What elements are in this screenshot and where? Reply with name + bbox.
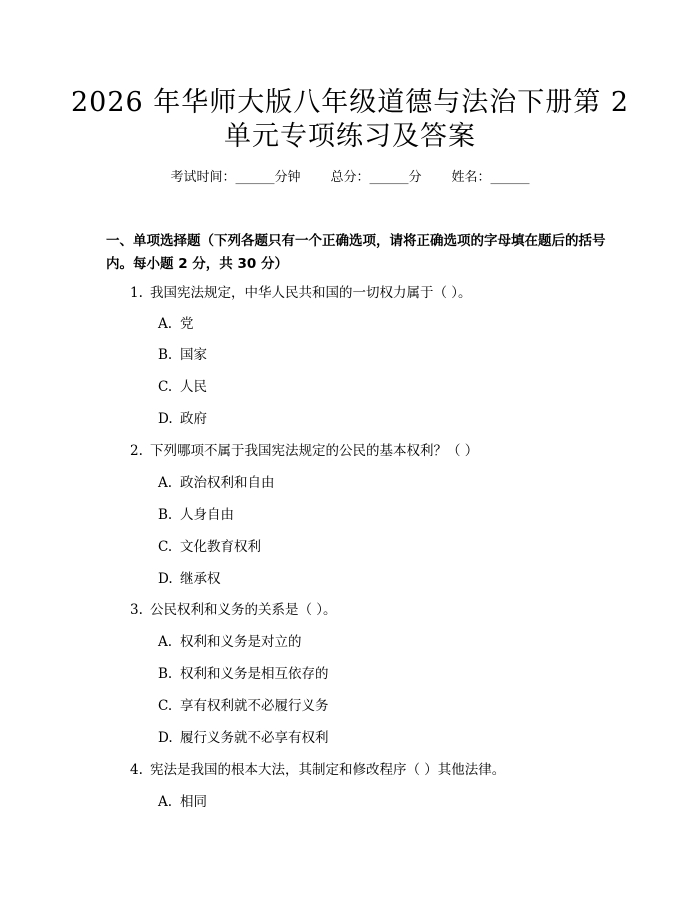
option-1c <box>158 377 578 397</box>
option-letter: B. <box>158 347 173 363</box>
option-letter: C. <box>158 379 173 395</box>
option-letter: B. <box>158 507 173 523</box>
option-text: 党 <box>180 316 194 332</box>
option-1d <box>158 409 578 429</box>
question-1 <box>130 283 610 303</box>
option-2b <box>158 505 578 525</box>
name-field: 姓名：______ <box>451 170 530 185</box>
option-text: 履行义务就不必享有权利 <box>180 730 329 746</box>
question-text: 宪法是我国的根本大法，其制定和修改程序（ ）其他法律。 <box>150 762 506 778</box>
document-title-line1: 2026 年华师大版八年级道德与法治下册第 2 <box>70 87 630 118</box>
option-letter: B. <box>158 666 173 682</box>
option-letter: C. <box>158 698 173 714</box>
option-text: 政治权利和自由 <box>180 475 275 491</box>
option-text: 文化教育权利 <box>180 539 261 555</box>
question-text: 下列哪项不属于我国宪法规定的公民的基本权利？（ ） <box>150 443 479 459</box>
option-text: 相同 <box>180 794 207 810</box>
option-text: 享有权利就不必履行义务 <box>180 698 329 714</box>
section-heading: 一、单项选择题（下列各题只有一个正确选项，请将正确选项的字母填在题后的括号内。每小题 2 分，共 30 分） <box>106 233 606 272</box>
option-letter: A. <box>158 634 173 650</box>
option-1b <box>158 345 578 365</box>
total-score-field: 总分：______分 <box>330 170 422 185</box>
question-4 <box>130 760 610 780</box>
exam-time-field: 考试时间：______分钟 <box>170 170 301 185</box>
question-3 <box>130 600 610 620</box>
question-number: 3. <box>130 602 143 618</box>
option-3d <box>158 728 578 748</box>
question-number: 4. <box>130 762 143 778</box>
option-text: 国家 <box>180 347 207 363</box>
option-3b <box>158 664 578 684</box>
option-text: 权利和义务是对立的 <box>180 634 302 650</box>
option-letter: A. <box>158 475 173 491</box>
option-text: 继承权 <box>180 571 221 587</box>
option-text: 政府 <box>180 411 207 427</box>
option-2d <box>158 569 578 589</box>
option-text: 权利和义务是相互依存的 <box>180 666 329 682</box>
option-3c <box>158 696 578 716</box>
option-letter: D. <box>158 411 173 427</box>
option-letter: D. <box>158 571 173 587</box>
document-title-line2: 单元专项练习及答案 <box>224 121 476 152</box>
option-letter: A. <box>158 316 173 332</box>
option-4a <box>158 792 578 812</box>
question-text: 公民权利和义务的关系是（ ）。 <box>150 602 337 618</box>
question-text: 我国宪法规定，中华人民共和国的一切权力属于（ ）。 <box>150 285 472 301</box>
question-number: 2. <box>130 443 143 459</box>
question-2 <box>130 441 610 461</box>
option-1a <box>158 314 578 334</box>
exam-info-line <box>0 168 700 188</box>
question-number: 1. <box>130 285 143 301</box>
option-letter: A. <box>158 794 173 810</box>
option-text: 人民 <box>180 379 207 395</box>
option-letter: D. <box>158 730 173 746</box>
option-2a <box>158 473 578 493</box>
option-letter: C. <box>158 539 173 555</box>
option-text: 人身自由 <box>180 507 234 523</box>
option-3a <box>158 632 578 652</box>
option-2c <box>158 537 578 557</box>
